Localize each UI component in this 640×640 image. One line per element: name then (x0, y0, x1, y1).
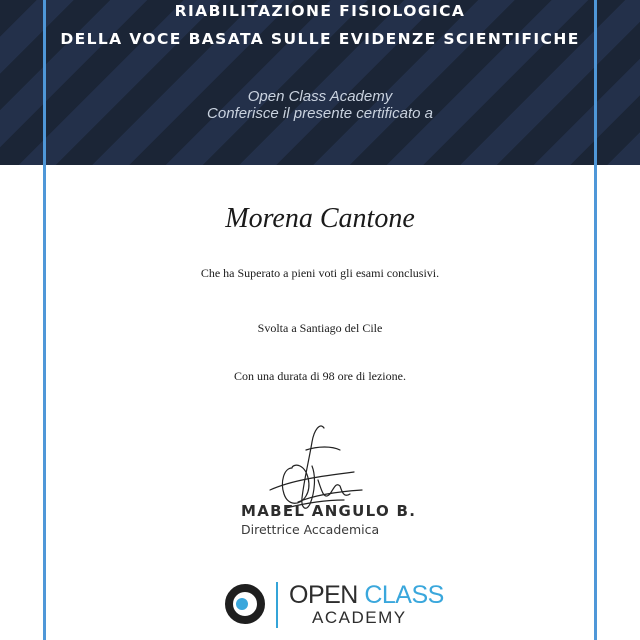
location-text: Svolta a Santiago del Cile (257, 321, 383, 335)
logo-wordmark (289, 581, 444, 610)
left-border-line (43, 0, 46, 640)
issuer-name: Open Class Academy (247, 88, 393, 105)
right-border-line (594, 0, 597, 640)
logo-divider (276, 582, 278, 628)
signatory-role: Direttrice Accademica (241, 522, 380, 537)
duration-text: Con una durata di 98 ore di lezione. (234, 369, 406, 383)
logo-word-open: OPEN (289, 581, 358, 609)
academy-logo-icon (224, 583, 266, 625)
recipient-name: Morena Cantone (225, 203, 415, 234)
conferral-text: Conferisce il presente certificato a (207, 105, 433, 122)
signatory-name: MABEL ANGULO B. (241, 502, 417, 520)
course-title-line-1: RIABILITAZIONE FISIOLOGICA (174, 2, 466, 20)
course-title-line-2: DELLA VOCE BASATA SULLE EVIDENZE SCIENTIFICHE (60, 30, 580, 48)
logo-word-class: CLASS (364, 581, 444, 609)
certificate-header (0, 0, 640, 165)
achievement-text: Che ha Superato a pieni voti gli esami conclusivi. (200, 266, 440, 280)
logo-word-academy: ACADEMY (312, 608, 407, 627)
